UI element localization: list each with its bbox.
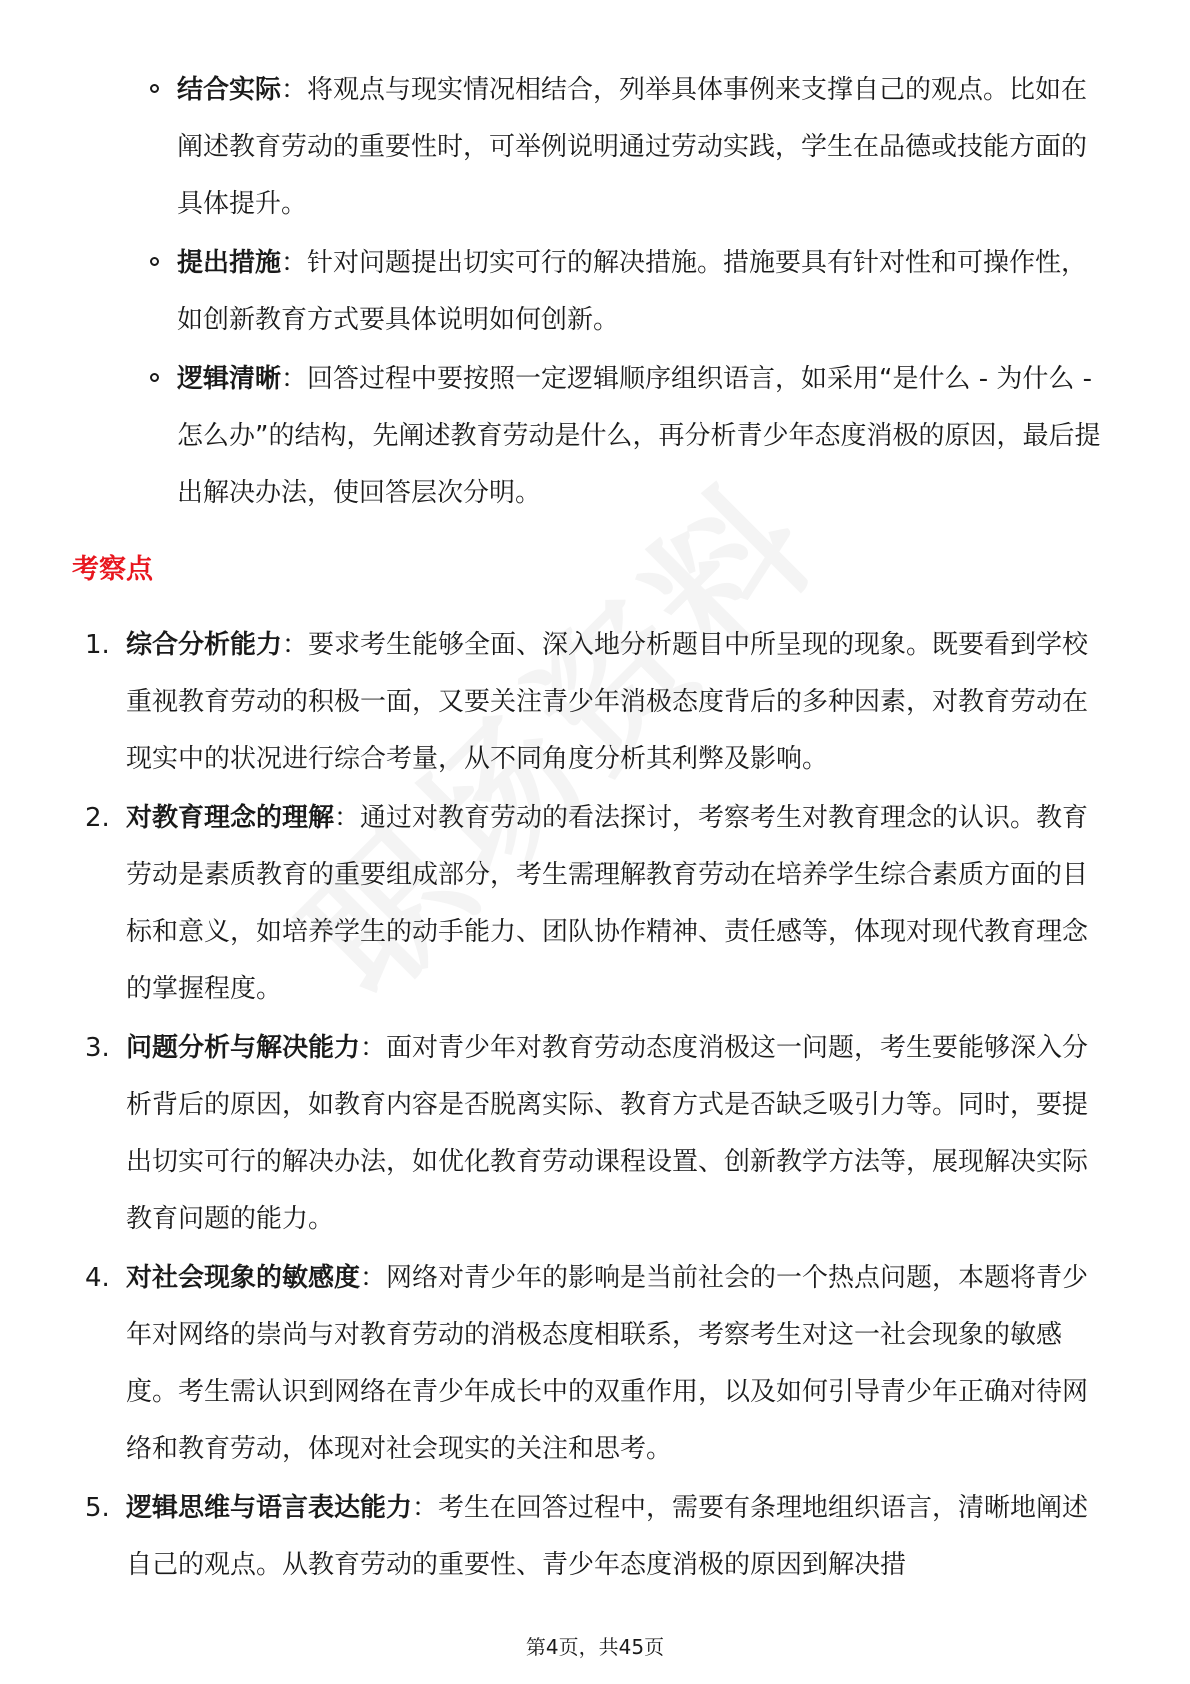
item-number: 3.	[85, 1033, 110, 1063]
tips-bullet-list	[0, 62, 1190, 524]
point-term: 对社会现象的敏感度	[126, 1263, 361, 1293]
item-number: 2.	[85, 803, 110, 833]
numbered-item	[0, 1250, 1190, 1478]
point-text: 通过对教育劳动的看法探讨，考察考生对教育理念的认识。教育劳动是素质教育的重要组成部分，考生需理解教育劳动在培养学生综合素质方面的目标和意义，如培养学生的动手能力、团队协作精神、责任感等，体现对现代教育理念的掌握程度。	[126, 803, 1089, 1004]
page-number-footer: 第4页，共45页	[525, 1635, 665, 1659]
point-text: 考生在回答过程中，需要有条理地组织语言，清晰地阐述自己的观点。从教育劳动的重要性、青少年态度消极的原因到解决措	[126, 1493, 1089, 1580]
bullet-term: 提出措施	[177, 248, 282, 278]
point-separator: ：	[360, 1263, 387, 1293]
bullet-term: 逻辑清晰	[177, 364, 282, 394]
point-text: 面对青少年对教育劳动态度消极这一问题，考生要能够深入分析背后的原因，如教育内容是否脱离实际、教育方式是否缺乏吸引力等。同时，要提出切实可行的解决办法，如优化教育劳动课程设置、创新教学方法等，展现解决实际教育问题的能力。	[126, 1033, 1089, 1234]
point-text: 网络对青少年的影响是当前社会的一个热点问题，本题将青少年对网络的崇尚与对教育劳动的消极态度相联系，考察考生对这一社会现象的敏感度。考生需认识到网络在青少年成长中的双重作用，以及如何引导青少年正确对待网络和教育劳动，体现对社会现实的关注和思考。	[126, 1263, 1089, 1464]
point-term: 逻辑思维与语言表达能力	[126, 1493, 413, 1523]
bullet-item	[0, 351, 1190, 522]
hollow-circle-bullet-icon	[150, 257, 159, 266]
item-number: 5.	[85, 1493, 110, 1523]
numbered-item	[0, 617, 1190, 788]
bullet-text: 针对问题提出切实可行的解决措施。措施要具有针对性和可操作性，如创新教育方式要具体说明如何创新。	[177, 248, 1088, 335]
point-separator: ：	[282, 630, 309, 660]
numbered-item	[0, 1480, 1190, 1594]
point-term: 问题分析与解决能力	[126, 1033, 361, 1063]
section-heading: 考察点	[72, 554, 153, 585]
point-separator: ：	[360, 1033, 387, 1063]
point-term: 综合分析能力	[126, 630, 283, 660]
bullet-text: 回答过程中要按照一定逻辑顺序组织语言，如采用“是什么 - 为什么 - 怎么办”的结构，先阐述教育劳动是什么，再分析青少年态度消极的原因，最后提出解决办法，使回答层次分明。	[177, 364, 1101, 508]
bullet-separator: ：	[281, 248, 308, 278]
item-number: 4.	[85, 1263, 110, 1293]
point-term: 对教育理念的理解	[126, 803, 335, 833]
numbered-item	[0, 1020, 1190, 1248]
bullet-term: 结合实际	[177, 75, 282, 105]
bullet-separator: ：	[281, 75, 308, 105]
bullet-item	[0, 235, 1190, 349]
item-number: 1.	[85, 630, 110, 660]
numbered-item	[0, 790, 1190, 1018]
point-text: 要求考生能够全面、深入地分析题目中所呈现的现象。既要看到学校重视教育劳动的积极一面，又要关注青少年消极态度背后的多种因素，对教育劳动在现实中的状况进行综合考量，从不同角度分析其利弊及影响。	[126, 630, 1089, 774]
bullet-separator: ：	[281, 364, 308, 394]
point-separator: ：	[334, 803, 361, 833]
assessment-points-list	[0, 617, 1190, 1596]
hollow-circle-bullet-icon	[150, 84, 159, 93]
bullet-item	[0, 62, 1190, 233]
hollow-circle-bullet-icon	[150, 373, 159, 382]
point-separator: ：	[412, 1493, 439, 1523]
bullet-text: 将观点与现实情况相结合，列举具体事例来支撑自己的观点。比如在阐述教育劳动的重要性时，可举例说明通过劳动实践，学生在品德或技能方面的具体提升。	[177, 75, 1088, 219]
